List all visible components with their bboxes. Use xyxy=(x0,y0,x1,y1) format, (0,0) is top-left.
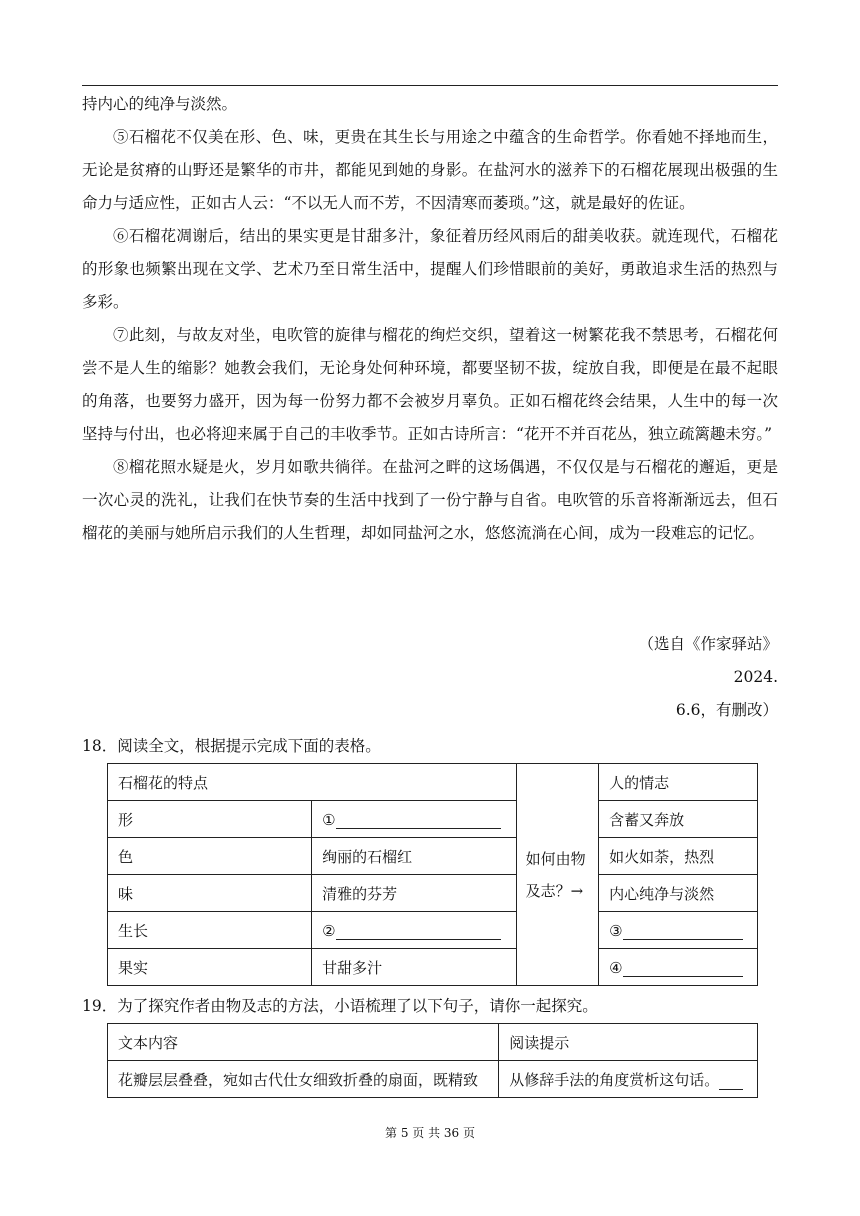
aspect-cell: 色 xyxy=(108,838,312,875)
feature-header: 石榴花的特点 xyxy=(108,764,517,801)
table-row xyxy=(108,949,758,986)
emotion-header: 人的情志 xyxy=(599,764,758,801)
article-body xyxy=(82,88,778,550)
emotion-cell[interactable] xyxy=(599,912,758,949)
feature-cell: 绚丽的石榴红 xyxy=(312,838,517,875)
source-line-1: （选自《作家驿站》 xyxy=(638,635,778,653)
paragraph-5: ⑤石榴花不仅美在形、色、味，更贵在其生长与用途之中蕴含的生命哲学。你看她不择地而生，无论是贫瘠的山野还是繁华的市井，都能见到她的身影。在盐河水的滋养下的石榴花展现出极强的生命力与适应性，正如古人云：“不以无人而不芳，不因清寒而萎琐。”这，就是最好的佐证。 xyxy=(82,128,778,212)
feature-cell: 甘甜多汁 xyxy=(312,949,517,986)
reading-hint-cell[interactable] xyxy=(499,1061,758,1098)
blank-marker: ① xyxy=(322,810,336,829)
aspect-cell: 生长 xyxy=(108,912,312,949)
question-19-prompt: 19．为了探究作者由物及志的方法，小语梳理了以下句子，请你一起探究。 xyxy=(82,997,598,1015)
answer-blank-1[interactable] xyxy=(336,810,501,829)
bridge-cell xyxy=(517,764,599,986)
feature-cell: 清雅的芬芳 xyxy=(312,875,517,912)
table-row xyxy=(108,875,758,912)
text-content-header: 文本内容 xyxy=(108,1024,499,1061)
answer-blank-2[interactable] xyxy=(336,921,501,940)
header-rule xyxy=(82,85,778,86)
blank-marker: ③ xyxy=(609,921,623,940)
blank-marker: ② xyxy=(322,921,336,940)
blank-marker: ④ xyxy=(609,958,623,977)
paragraph-6: ⑥石榴花凋谢后，结出的果实更是甘甜多汁，象征着历经风雨后的甜美收获。就连现代，石榴花的形象也频繁出现在文学、艺术乃至日常生活中，提醒人们珍惜眼前的美好，勇敢追求生活的热烈与多彩。 xyxy=(82,227,778,311)
aspect-cell: 形 xyxy=(108,801,312,838)
answer-blank-5[interactable] xyxy=(719,1071,743,1090)
reading-hint-header: 阅读提示 xyxy=(499,1024,758,1061)
paragraph-7: ⑦此刻，与故友对坐，电吹管的旋律与榴花的绚烂交织，望着这一树繁花我不禁思考，石榴花何尝不是人生的缩影？她教会我们，无论身处何种环境，都要坚韧不拔，绽放自我，即便是在最不起眼的角落，也要努力盛开，因为每一份努力都不会被岁月辜负。正如石榴花终会结果，人生中的每一次坚持与付出，也必将迎来属于自己的丰收季节。正如古诗所言：“花开不并百花丛，独立疏篱趣未穷。” xyxy=(82,326,778,443)
aspect-cell: 果实 xyxy=(108,949,312,986)
answer-blank-3[interactable] xyxy=(623,921,743,940)
table-row xyxy=(108,1024,758,1061)
reading-hint-text: 从修辞手法的角度赏析这句话。 xyxy=(509,1070,720,1089)
emotion-cell: 如火如荼，热烈 xyxy=(599,838,758,875)
text-content-cell: 花瓣层层叠叠，宛如古代仕女细致折叠的扇面，既精致 xyxy=(108,1061,499,1098)
question-18-table xyxy=(107,763,758,986)
table-row xyxy=(108,1061,758,1098)
question-19-table xyxy=(107,1023,758,1098)
feature-cell[interactable] xyxy=(312,801,517,838)
table-row xyxy=(108,838,758,875)
answer-blank-4[interactable] xyxy=(623,958,743,977)
feature-cell[interactable] xyxy=(312,912,517,949)
emotion-cell[interactable] xyxy=(599,949,758,986)
question-18-prompt: 18．阅读全文，根据提示完成下面的表格。 xyxy=(82,737,381,755)
table-row xyxy=(108,912,758,949)
emotion-cell: 含蓄又奔放 xyxy=(599,801,758,838)
source-line-2: 2024. xyxy=(733,668,778,686)
paragraph-8: ⑧榴花照水疑是火，岁月如歌共徜徉。在盐河之畔的这场偶遇，不仅仅是与石榴花的邂逅，更是一次心灵的洗礼，让我们在快节奏的生活中找到了一份宁静与自省。电吹管的乐音将渐渐远去，但石榴花的美丽与她所启示我们的人生哲理，却如同盐河之水，悠悠流淌在心间，成为一段难忘的记忆。 xyxy=(82,458,778,542)
page-number: 第 5 页 共 36 页 xyxy=(385,1126,475,1140)
bridge-text: 如何由物及志？→ xyxy=(525,849,586,900)
emotion-cell: 内心纯净与淡然 xyxy=(599,875,758,912)
table-row xyxy=(108,801,758,838)
aspect-cell: 味 xyxy=(108,875,312,912)
paragraph-continuation: 持内心的纯净与淡然。 xyxy=(82,95,238,113)
source-line-3: 6.6，有删改） xyxy=(675,701,778,719)
